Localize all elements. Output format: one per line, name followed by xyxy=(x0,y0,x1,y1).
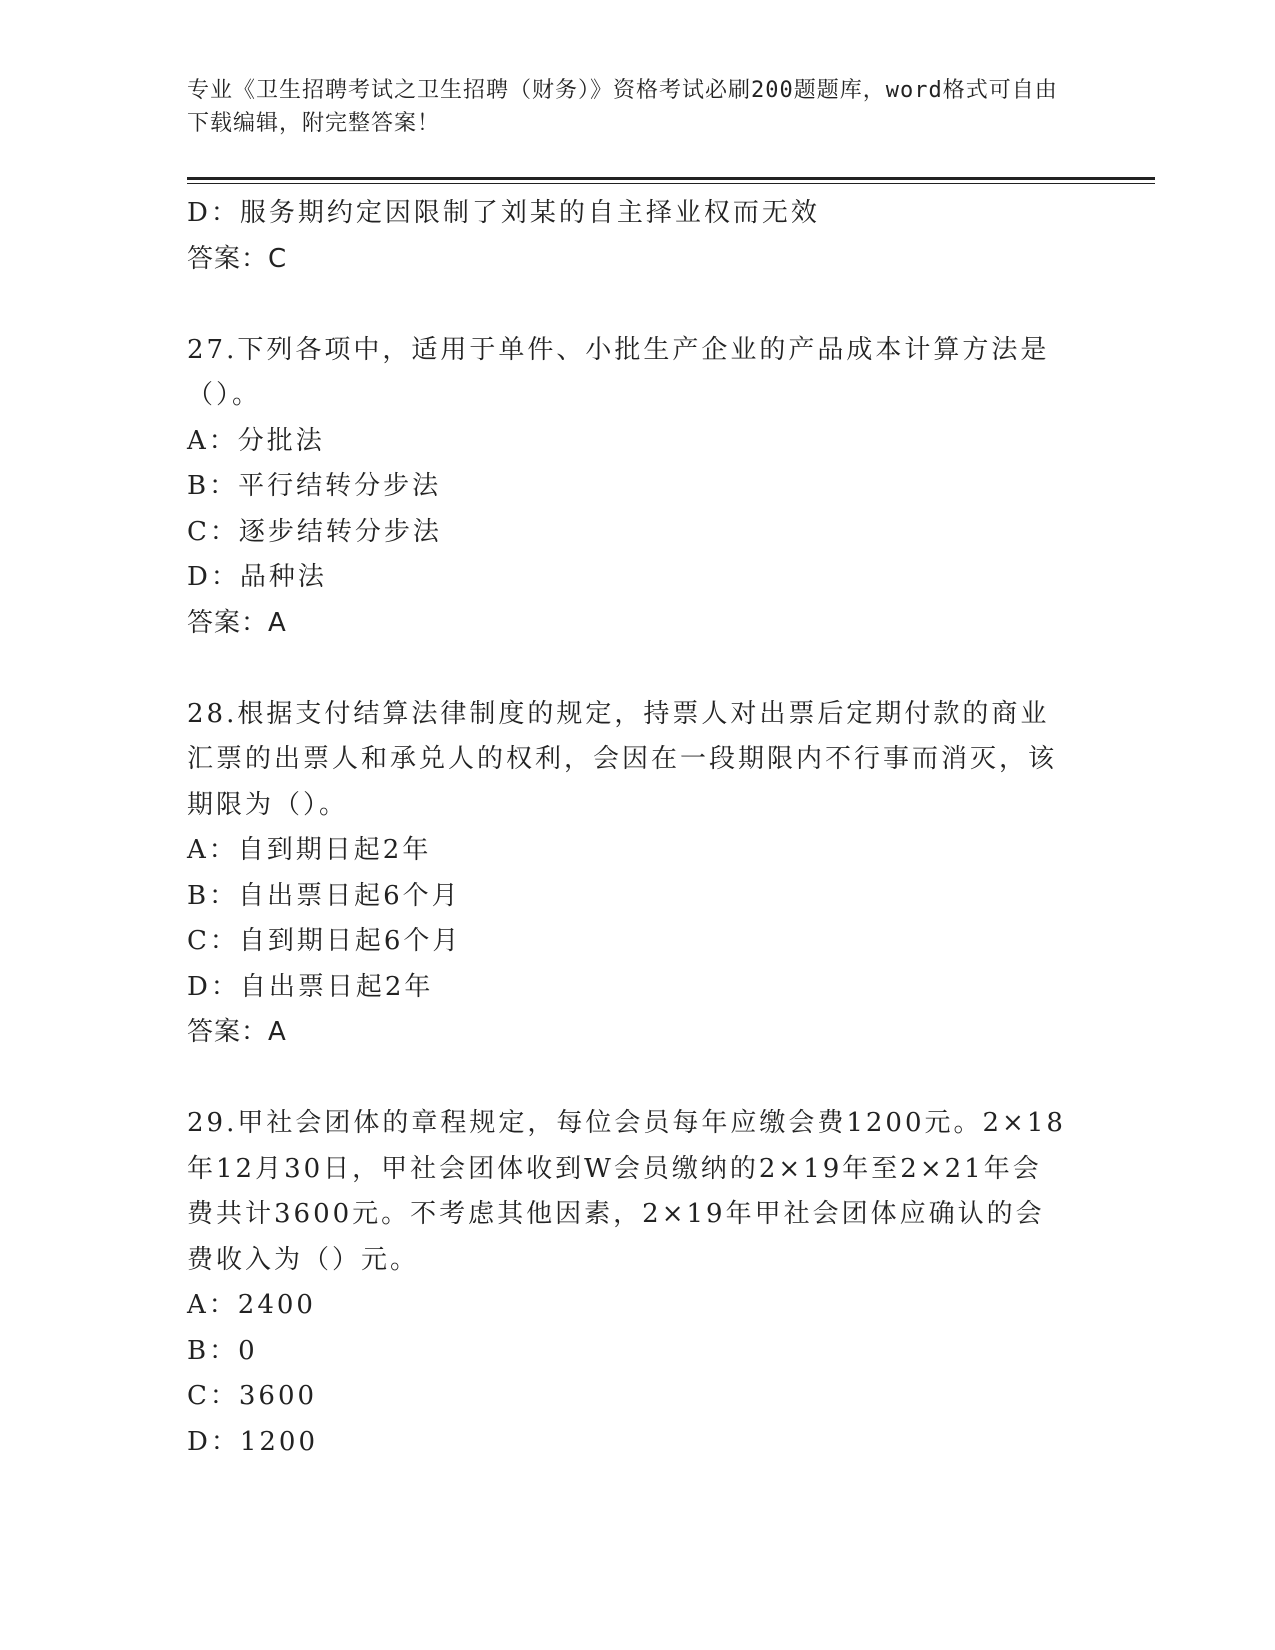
document-header: 专业《卫生招聘考试之卫生招聘（财务）》资格考试必刷200题题库，word格式可自由下载编辑，附完整答案！ xyxy=(187,78,1058,136)
question-29-stem: 29.甲社会团体的章程规定，每位会员每年应缴会费1200元。2×18年12月30日，甲社会团体收到W会员缴纳的2×19年至2×21年会费共计3600元。不考虑其他因素，2×19年甲社会团体应确认的会费收入为（）元。 xyxy=(187,1108,1066,1275)
header-rule-thick xyxy=(187,177,1155,180)
question-28-option-c: C：自到期日起6个月 xyxy=(187,926,462,956)
question-27-option-a: A：分批法 xyxy=(187,425,325,456)
question-29-option-b: B：0 xyxy=(187,1335,258,1366)
question-27-option-c: C：逐步结转分步法 xyxy=(187,516,442,547)
question-28-answer: 答案：A xyxy=(187,1017,287,1047)
question-28-option-a: A：自到期日起2年 xyxy=(187,835,432,865)
header-rule-thin xyxy=(187,183,1155,184)
question-27-stem: 27.下列各项中，适用于单件、小批生产企业的产品成本计算方法是（）。 xyxy=(187,334,1050,410)
question-28-option-d: D：自出票日起2年 xyxy=(187,971,434,1002)
question-27-option-d: D：品种法 xyxy=(187,562,327,592)
question-28-option-b: B：自出票日起6个月 xyxy=(187,880,461,911)
question-29-option-d: D：1200 xyxy=(187,1426,319,1457)
question-28-stem: 28.根据支付结算法律制度的规定，持票人对出票后定期付款的商业汇票的出票人和承兑人的权利，会因在一段期限内不行事而消灭，该期限为（）。 xyxy=(187,698,1058,820)
prev-option-d: D：服务期约定因限制了刘某的自主择业权而无效 xyxy=(187,198,820,228)
prev-answer: 答案：C xyxy=(187,243,288,274)
question-29-option-c: C：3600 xyxy=(187,1381,318,1411)
question-27-option-b: B：平行结转分步法 xyxy=(187,471,442,501)
question-29-option-a: A：2400 xyxy=(187,1290,316,1320)
question-27-answer: 答案：A xyxy=(187,607,287,638)
question-list xyxy=(187,191,1067,1465)
